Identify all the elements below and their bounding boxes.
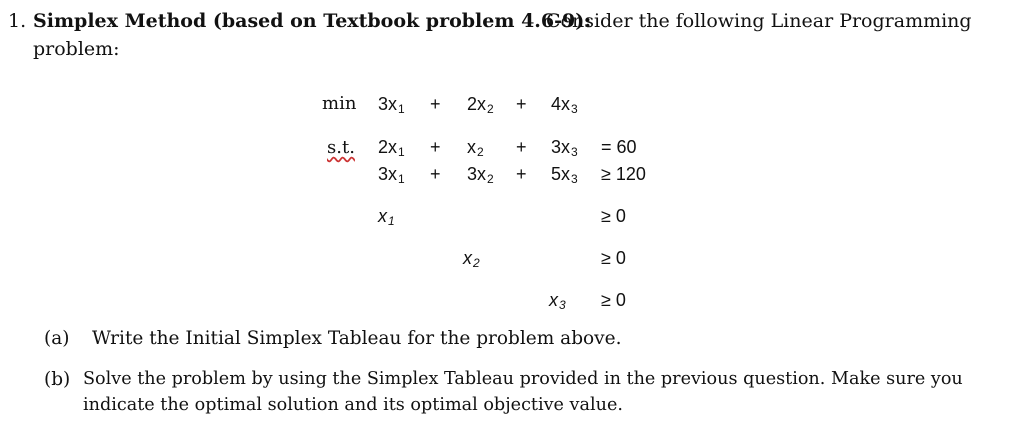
constraint2-term-1: 3x1	[378, 164, 405, 186]
constraint1-term-1: 2x1	[378, 137, 405, 159]
problem-intro-line1: Consider the following Linear Programming	[546, 10, 972, 32]
part-a-text: Write the Initial Simplex Tableau for the problem above.	[92, 328, 622, 349]
subject-to-label: s.t.	[327, 137, 355, 158]
constraint1-rhs: = 60	[601, 137, 637, 157]
constraint2-plus-1: +	[430, 164, 441, 184]
constraint2-term-3: 5x3	[551, 164, 578, 186]
problem-title: Simplex Method (based on Textbook problem 4.6-9):	[33, 10, 592, 32]
nonneg2-rel: ≥ 0	[601, 248, 626, 268]
nonneg3-var: x3	[549, 290, 566, 312]
constraint2-rhs: ≥ 120	[601, 164, 646, 184]
objective-term-3: 4x3	[551, 94, 578, 116]
constraint1-term-3: 3x3	[551, 137, 578, 159]
objective-plus-1: +	[430, 94, 441, 114]
objective-label: min	[322, 93, 357, 114]
constraint2-term-2: 3x2	[467, 164, 494, 186]
constraint1-plus-2: +	[516, 137, 527, 157]
nonneg3-rel: ≥ 0	[601, 290, 626, 310]
objective-term-1: 3x1	[378, 94, 405, 116]
problem-number: 1.	[8, 10, 27, 32]
part-b-text-line1: Solve the problem by using the Simplex Tableau provided in the previous question. Make sure you	[83, 369, 963, 389]
objective-term-2: 2x2	[467, 94, 494, 116]
constraint2-plus-2: +	[516, 164, 527, 184]
nonneg1-rel: ≥ 0	[601, 206, 626, 226]
problem-intro-line2: problem:	[33, 38, 120, 60]
constraint1-term-2: x2	[467, 137, 484, 159]
nonneg2-var: x2	[463, 248, 480, 270]
objective-plus-2: +	[516, 94, 527, 114]
part-b-text-line2: indicate the optimal solution and its optimal objective value.	[83, 395, 623, 415]
constraint1-plus-1: +	[430, 137, 441, 157]
nonneg1-var: x1	[378, 206, 395, 228]
part-b-label: (b)	[44, 369, 71, 390]
part-a-label: (a)	[44, 328, 70, 349]
